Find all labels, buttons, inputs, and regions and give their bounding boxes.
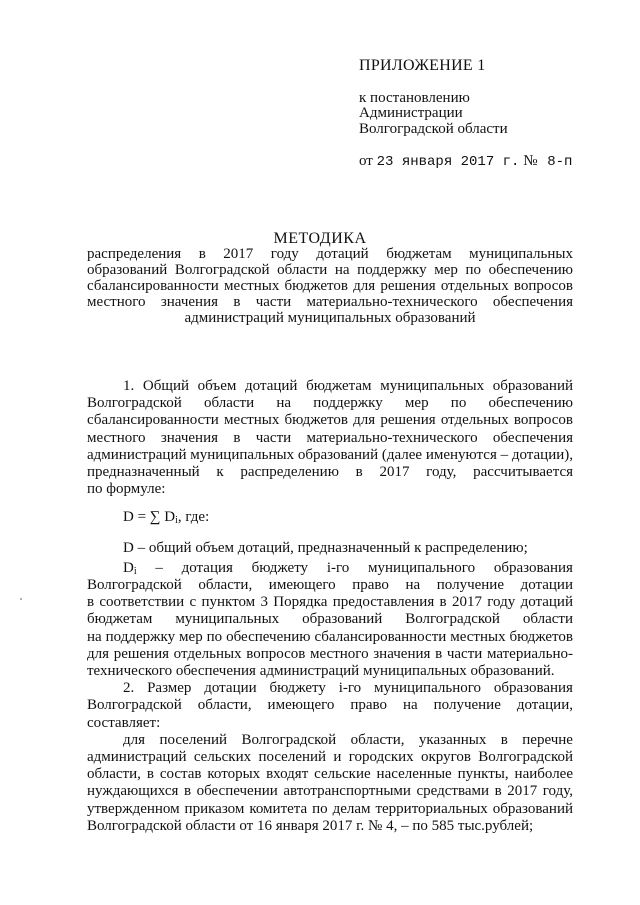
word: на: [403, 697, 418, 714]
paragraph3-lines-line: [87, 766, 573, 783]
word: составляет:: [87, 714, 161, 731]
definition-d: D – общий объем дотаций, предназначенный к распределению;: [123, 539, 528, 556]
word: материально-технического: [306, 294, 478, 310]
number-sign: №: [523, 153, 538, 169]
definition-di-lines-line: [87, 594, 573, 611]
word: обеспечения: [492, 429, 573, 446]
description-lines-line: [87, 246, 573, 262]
word: в: [233, 429, 241, 446]
word: местного: [87, 294, 146, 310]
word: получение: [433, 697, 501, 714]
word: i-го: [338, 680, 362, 697]
appendix-line-2: Администрации: [359, 105, 463, 121]
word: значения: [160, 294, 219, 310]
document-title: МЕТОДИКА: [273, 230, 367, 247]
word: 2017: [223, 246, 254, 262]
paragraph1-lines-line: [87, 395, 573, 412]
word: части: [255, 294, 292, 310]
definition-di-lines-line: [87, 611, 573, 628]
word: дотации: [204, 680, 257, 697]
word: области, в состав которых входят сельские населенные пункты, наиболее: [87, 766, 573, 783]
word: $D_i$: [123, 559, 137, 577]
word: распределения: [87, 246, 182, 262]
paragraph2-lines-line: [87, 680, 573, 697]
word: Волгоградской: [87, 577, 182, 594]
appendix-title: ПРИЛОЖЕНИЕ 1: [359, 57, 486, 74]
word: i-го: [326, 559, 350, 576]
paragraph3-lines-line: [87, 783, 573, 800]
word: области: [203, 395, 255, 412]
word: на: [405, 577, 421, 594]
word: области,: [198, 577, 253, 594]
word: образований: [302, 611, 383, 628]
word: части: [255, 429, 292, 446]
word: области: [522, 611, 573, 628]
appendix-line-1: к постановлению: [359, 89, 470, 106]
date-prefix: от: [359, 153, 373, 169]
paragraph1-lines-line: [87, 481, 573, 498]
definition-di-lines-line: [87, 663, 573, 680]
appendix-block: [359, 58, 619, 171]
word: году,: [426, 464, 457, 481]
word: администраций муниципальных образований: [184, 310, 476, 326]
word: муниципального: [373, 680, 482, 697]
date-value: 23 января 2017 г.: [376, 154, 520, 170]
word: предназначенный: [87, 464, 200, 481]
definition-di-lines-line: [87, 646, 573, 663]
word: к: [216, 464, 224, 481]
paragraph1-lines-line: [87, 430, 573, 447]
number-value: 8-п: [547, 154, 573, 170]
word: –: [155, 559, 163, 576]
word: нуждающихся в обеспечении автотранспортными средствами в 2017 году,: [87, 783, 573, 800]
appendix-line-3: Волгоградской области: [359, 120, 508, 137]
paragraph3-lines-line: [87, 818, 573, 835]
word: право: [350, 697, 388, 714]
word: дотация: [181, 559, 233, 576]
word: администраций муниципальных образований (далее именуются – дотации),: [87, 446, 573, 463]
word: сбалансированности местных бюджетов для решения отдельных вопросов: [87, 412, 573, 429]
word: Волгоградской: [87, 697, 182, 714]
definition-di-lines-line: [87, 629, 573, 646]
word: имеющего: [268, 577, 336, 594]
subscript-i: i: [133, 565, 137, 577]
word: администраций сельских поселений и городских округов Волгоградской: [87, 749, 573, 766]
title-description: [87, 246, 573, 326]
word: образования: [493, 680, 573, 697]
word: году: [270, 246, 299, 262]
word: дотаций: [316, 246, 369, 262]
paragraph3-lines-line: [87, 732, 573, 749]
paragraph1-lines-line: [87, 464, 573, 481]
paragraph-2: [87, 680, 573, 732]
word: перечне: [522, 731, 573, 748]
word: материально-технического: [306, 429, 478, 446]
word: для решения отдельных вопросов местного значения в части материально-: [87, 645, 573, 662]
word: области,: [197, 697, 252, 714]
description-lines-line: [87, 294, 573, 310]
description-lines-line: [87, 262, 573, 278]
paragraph3-lines-line: [87, 749, 573, 766]
word: Волгоградской: [87, 395, 182, 412]
word: муниципальных: [469, 246, 573, 262]
word: на: [276, 395, 292, 412]
word: указанных: [418, 731, 487, 748]
word: в соответствии с пунктом 3 Порядка предоставления в 2017 году дотаций: [87, 594, 573, 611]
formula-sub: i: [175, 515, 178, 527]
word: рассчитывается: [473, 464, 573, 481]
word: образования: [493, 559, 573, 576]
formula-suffix: , где:: [177, 509, 210, 526]
formula-lhs: D =: [123, 509, 150, 526]
word: в: [233, 294, 241, 310]
word: распределению: [240, 464, 339, 481]
formula-var: D: [164, 509, 176, 526]
definition-di: [87, 560, 573, 680]
word: обеспечению: [488, 395, 573, 412]
margin-mark: [20, 598, 22, 600]
paragraph1-lines-line: [87, 378, 573, 395]
word: в: [198, 246, 206, 262]
word: мер: [404, 395, 429, 412]
definition-di-lines-line: [87, 560, 573, 577]
word: по: [450, 395, 467, 412]
paragraph1-lines-line: [87, 447, 573, 464]
word: утвержденном приказом комитета по делам территориальных образований: [87, 800, 573, 817]
word: 1. Общий объем дотаций бюджетам муниципальных образований: [123, 378, 573, 394]
word: Размер: [147, 680, 192, 697]
word: Волгоградской: [241, 731, 337, 748]
word: право: [352, 577, 389, 594]
word: области,: [350, 731, 405, 748]
paragraph-3: [87, 732, 573, 835]
word: получение: [436, 577, 504, 594]
word: муниципальных: [175, 611, 280, 628]
document-body: [87, 378, 573, 835]
word: имеющего: [267, 697, 335, 714]
formula: [87, 509, 573, 526]
word: Волгоградской: [405, 611, 500, 628]
paragraph3-lines-line: [87, 801, 573, 818]
word: образований Волгоградской области на поддержку мер по обеспечению: [87, 262, 573, 278]
word: обеспечения: [492, 294, 573, 310]
word: поддержку: [313, 395, 383, 412]
definition-di-lines-line: [87, 577, 573, 594]
word: дотации,: [516, 697, 573, 714]
word: бюджетам: [87, 611, 153, 628]
paragraph1-lines-line: [87, 412, 573, 429]
description-lines-line: [87, 310, 573, 326]
word: по формуле:: [87, 481, 166, 498]
paragraph-1: [87, 378, 573, 498]
word: Волгоградской области от 16 января 2017 г. № 4, – по 585 тыс.рублей;: [87, 817, 534, 834]
appendix-date-line: [359, 154, 619, 171]
word: бюджетам: [386, 246, 452, 262]
word: на поддержку мер по обеспечению сбалансированности местных бюджетов: [87, 628, 573, 645]
paragraph2-lines-line: [87, 697, 573, 714]
word: бюджету: [251, 559, 309, 576]
word: дотации: [520, 577, 573, 594]
word: местного: [87, 429, 146, 446]
description-lines-line: [87, 278, 573, 294]
word: поселений: [159, 731, 228, 748]
sum-symbol: ∑: [149, 509, 161, 526]
word: значения: [160, 429, 219, 446]
word: муниципального: [368, 559, 476, 576]
paragraph2-lines-line: [87, 715, 573, 732]
word: технического обеспечения администраций муниципальных образований.: [87, 663, 555, 680]
word: 2.: [123, 680, 135, 697]
word: в: [355, 464, 363, 481]
word: для: [123, 731, 146, 748]
word: в: [500, 731, 508, 748]
word: бюджету: [269, 680, 326, 697]
word: сбалансированности местных бюджетов для решения отдельных вопросов: [87, 278, 573, 294]
word: 2017: [379, 464, 410, 481]
